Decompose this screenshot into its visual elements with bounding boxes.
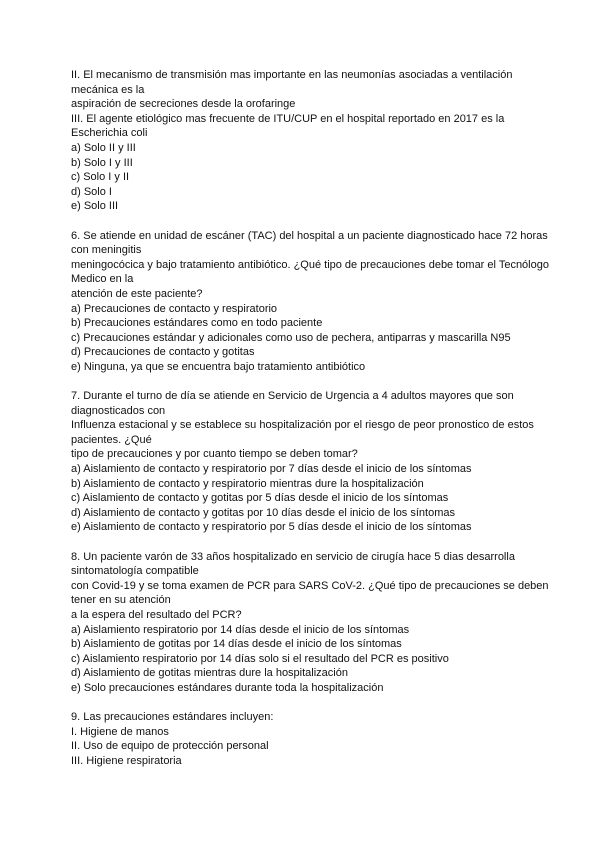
answer-option: e) Solo III [71, 200, 119, 213]
document-page [71, 68, 551, 769]
answer-option: d) Aislamiento de gotitas mientras dure la hospitalización [71, 667, 348, 680]
answer-option: e) Ninguna, ya que se encuentra bajo tratamiento antibiótico [71, 360, 366, 373]
question-text-line: 9. Las precauciones estándares incluyen: [71, 711, 274, 724]
statement-option: III. Higiene respiratoria [71, 754, 182, 767]
answer-option: b) Precauciones estándares como en todo paciente [71, 317, 323, 330]
question-text-line: atención de este paciente? [71, 287, 203, 300]
question-6 [71, 229, 551, 375]
question-8 [71, 550, 551, 696]
question-text-line: meningocócica y bajo tratamiento antibiótico. ¿Qué tipo de precauciones debe tomar el Tecnólogo Medico en la [71, 258, 549, 286]
answer-option: b) Aislamiento de gotitas por 14 días desde el inicio de los síntomas [71, 638, 402, 651]
statement-line: II. El mecanismo de transmisión mas importante en las neumonías asociadas a ventilación mecánica es la [71, 69, 513, 96]
answer-option: a) Aislamiento de contacto y respiratorio por 7 días desde el inicio de los síntomas [71, 463, 472, 476]
question-text-line: 6. Se atiende en unidad de escáner (TAC) del hospital a un paciente diagnosticado hace 72 horas con meningitis [71, 229, 548, 257]
answer-option: c) Precauciones estándar y adicionales como uso de pechera, antiparras y mascarilla N95 [71, 331, 511, 344]
statement-option: I. Higiene de manos [71, 725, 169, 738]
question-5-tail [71, 68, 551, 214]
answer-option: c) Aislamiento de contacto y gotitas por 5 días desde el inicio de los síntomas [71, 492, 449, 505]
answer-option: c) Solo I y II [71, 171, 130, 184]
question-text-line: tipo de precauciones y por cuanto tiempo se deben tomar? [71, 448, 358, 461]
statement-option: II. Uso de equipo de protección personal [71, 740, 269, 753]
question-text-line: con Covid-19 y se toma examen de PCR para SARS CoV-2. ¿Qué tipo de precauciones se deben tener en su atención [71, 579, 549, 607]
answer-option: a) Aislamiento respiratorio por 14 días desde el inicio de los síntomas [71, 623, 410, 636]
answer-option: a) Solo II y III [71, 141, 136, 154]
answer-option: b) Solo I y III [71, 156, 133, 169]
answer-option: a) Precauciones de contacto y respiratorio [71, 302, 278, 315]
question-text-line: 8. Un paciente varón de 33 años hospitalizado en servicio de cirugía hace 5 dias desarrolla sintomatología compatible [71, 550, 515, 578]
statement-line: III. El agente etiológico mas frecuente de ITU/CUP en el hospital reportado en 2017 es la Escherichia coli [71, 112, 505, 140]
answer-option: d) Precauciones de contacto y gotitas [71, 346, 255, 359]
statement-line: aspiración de secreciones desde la orofaringe [71, 98, 296, 111]
answer-option: d) Solo I [71, 185, 112, 198]
question-text-line: Influenza estacional y se establece su hospitalización por el riesgo de peor pronostico de estos pacientes. ¿Qué [71, 419, 534, 446]
answer-option: d) Aislamiento de contacto y gotitas por 10 días desde el inicio de los síntomas [71, 506, 455, 519]
answer-option: b) Aislamiento de contacto y respiratorio mientras dure la hospitalización [71, 477, 424, 490]
question-7 [71, 389, 551, 535]
answer-option: c) Aislamiento respiratorio por 14 días solo si el resultado del PCR es positivo [71, 652, 449, 665]
question-text-line: a la espera del resultado del PCR? [71, 608, 242, 621]
question-9 [71, 710, 551, 768]
answer-option: e) Aislamiento de contacto y respiratorio por 5 días desde el inicio de los síntomas [71, 521, 472, 534]
question-text-line: 7. Durante el turno de día se atiende en Servicio de Urgencia a 4 adultos mayores que son diagnosticados con [71, 390, 514, 417]
answer-option: e) Solo precauciones estándares durante toda la hospitalización [71, 681, 384, 694]
